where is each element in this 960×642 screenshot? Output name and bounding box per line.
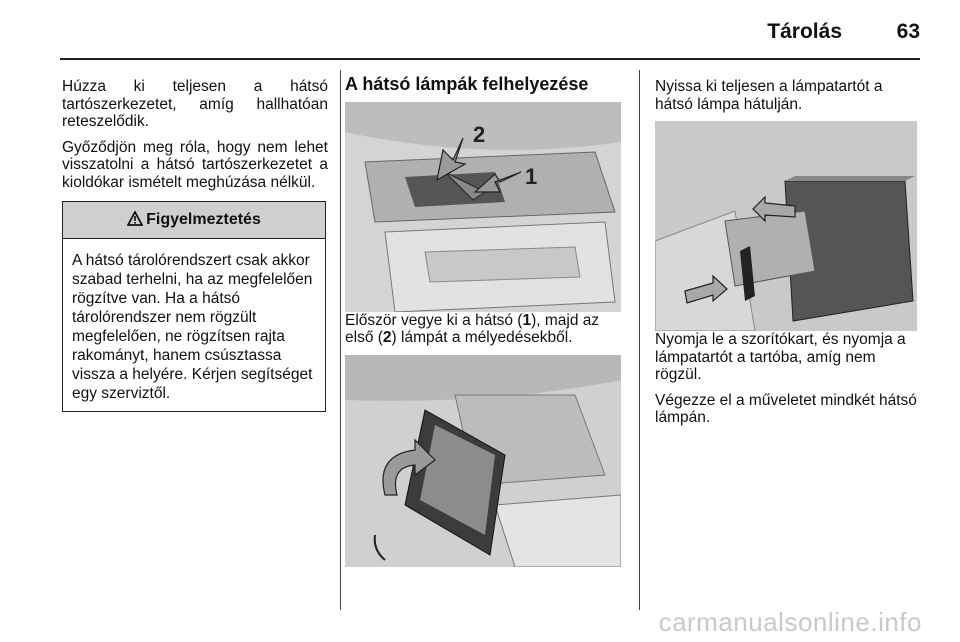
- column-divider-1: [340, 70, 341, 610]
- paragraph: Végezze el a műveletet mindkét hátsó lámpán.: [655, 391, 917, 426]
- warning-header: [63, 202, 325, 239]
- callout-2: 2: [473, 121, 486, 147]
- column-3: [655, 78, 921, 435]
- column-divider-2: [639, 70, 640, 610]
- watermark: carmanualsonline.info: [658, 607, 922, 637]
- paragraph: Győződjön meg róla, hogy nem lehet visszatolni a hátsó tartószerkezetet a kioldókar ismételt meghúzása nélkül.: [62, 138, 328, 191]
- column-2: [345, 74, 630, 567]
- warning-triangle-icon: [127, 211, 143, 230]
- warning-title: Figyelmeztetés: [146, 211, 261, 229]
- column-1: [62, 78, 328, 412]
- warning-body: A hátsó tárolórendszert csak akkor szabad terhelni, ha az megfelelően rögzítve van. Ha a hátsó tárolórendszer nem rögzült megfelelően, ne rögzítsen rajta rakományt, hanem csúsztassa vissza a helyére. Kérjen segítséget egy szerviztől.: [72, 252, 313, 402]
- page-number: 63: [896, 20, 920, 43]
- figure-lamp-holder-open: [655, 121, 917, 331]
- warning-box: [62, 201, 326, 412]
- header-rule: [60, 58, 920, 60]
- section-title: Tárolás: [767, 20, 842, 43]
- paragraph: Nyomja le a szorítókart, és nyomja a lámpatartót a tartóba, amíg nem rögzül.: [655, 331, 906, 383]
- figure-rear-lamps-removal: [345, 102, 621, 312]
- page-header: [0, 0, 960, 64]
- figure-lamp-holder: [345, 355, 621, 567]
- paragraph: Húzza ki teljesen a hátsó tartószerkezetet, amíg hallhatóan reteszelődik.: [62, 78, 328, 130]
- paragraph: Nyissa ki teljesen a lámpatartót a hátsó lámpa hátulján.: [655, 78, 883, 113]
- section-heading: A hátsó lámpák felhelyezése: [345, 74, 589, 94]
- callout-1: 1: [525, 163, 538, 189]
- figure-caption: Először vegye ki a hátsó (1), majd az első (2) lámpát a mélyedésekből.: [345, 311, 600, 346]
